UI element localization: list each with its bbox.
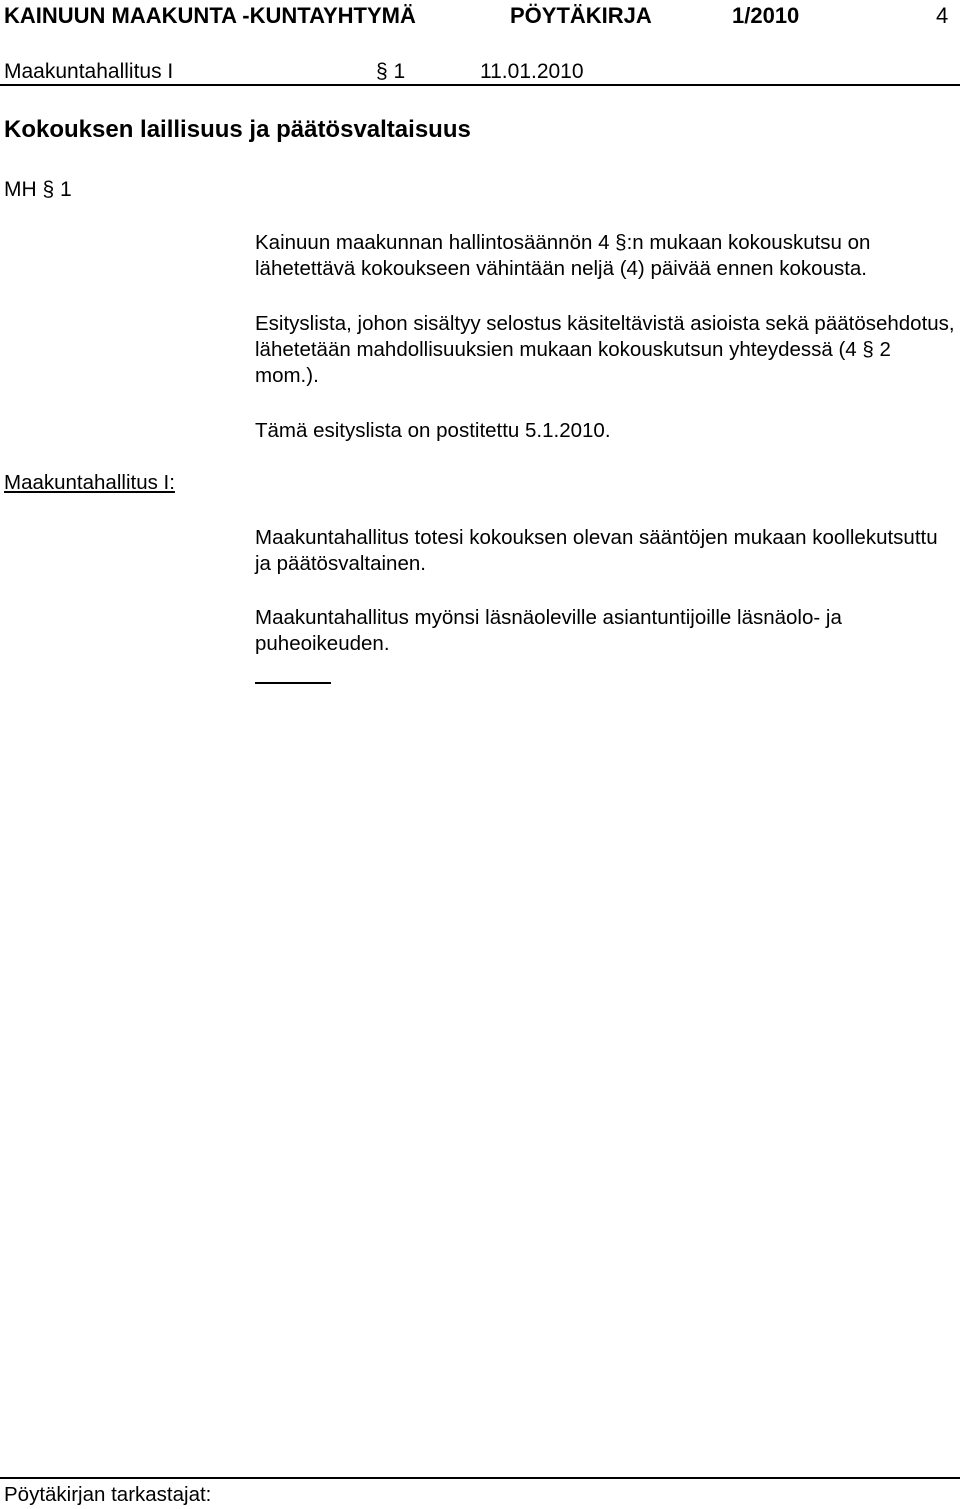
organization-name: KAINUUN MAAKUNTA -KUNTAYHTYMÄ <box>4 3 416 28</box>
page-number: 4 <box>936 3 949 28</box>
document-type: PÖYTÄKIRJA <box>510 3 652 28</box>
decision-paragraph-1 <box>255 525 955 577</box>
document-number: 1/2010 <box>732 3 800 28</box>
decision-label: Maakuntahallitus I: <box>4 471 175 494</box>
paragraph-notice: Kainuun maakunnan hallintosäännön 4 §:n mukaan kokouskutsu on lähetettävä kokoukseen vähintään neljä (4) päivää ennen kokousta. <box>255 231 871 280</box>
governing-body: Maakuntahallitus I <box>4 60 174 83</box>
posted-paragraph <box>255 418 955 444</box>
section-number: § 1 <box>376 60 406 83</box>
paragraph-agenda: Esityslista, johon sisältyy selostus käsiteltävistä asioista sekä päätösehdotus, lähetetään mahdollisuuksien mukaan kokouskutsun yhteydessä (4 § 2 mom.). <box>255 312 955 387</box>
intro-paragraph <box>255 230 955 282</box>
item-label: MH § 1 <box>4 178 72 201</box>
meeting-date: 11.01.2010 <box>480 60 584 83</box>
item-title: Kokouksen laillisuus ja päätösvaltaisuus <box>4 116 471 143</box>
footer-divider <box>0 1477 960 1479</box>
paragraph-decision-quorum: Maakuntahallitus totesi kokouksen olevan sääntöjen mukaan koollekutsuttu ja päätösvaltainen. <box>255 526 938 575</box>
paragraph-decision-experts: Maakuntahallitus myönsi läsnäoleville asiantuntijoille läsnäolo- ja puheoikeuden. <box>255 606 842 655</box>
agenda-paragraph <box>255 311 955 389</box>
paragraph-posted: Tämä esityslista on postitettu 5.1.2010. <box>255 419 611 442</box>
reviewers-label: Pöytäkirjan tarkastajat: <box>4 1483 212 1506</box>
end-of-item-rule <box>255 682 331 684</box>
header-divider <box>0 84 960 86</box>
decision-paragraph-2 <box>255 605 955 657</box>
